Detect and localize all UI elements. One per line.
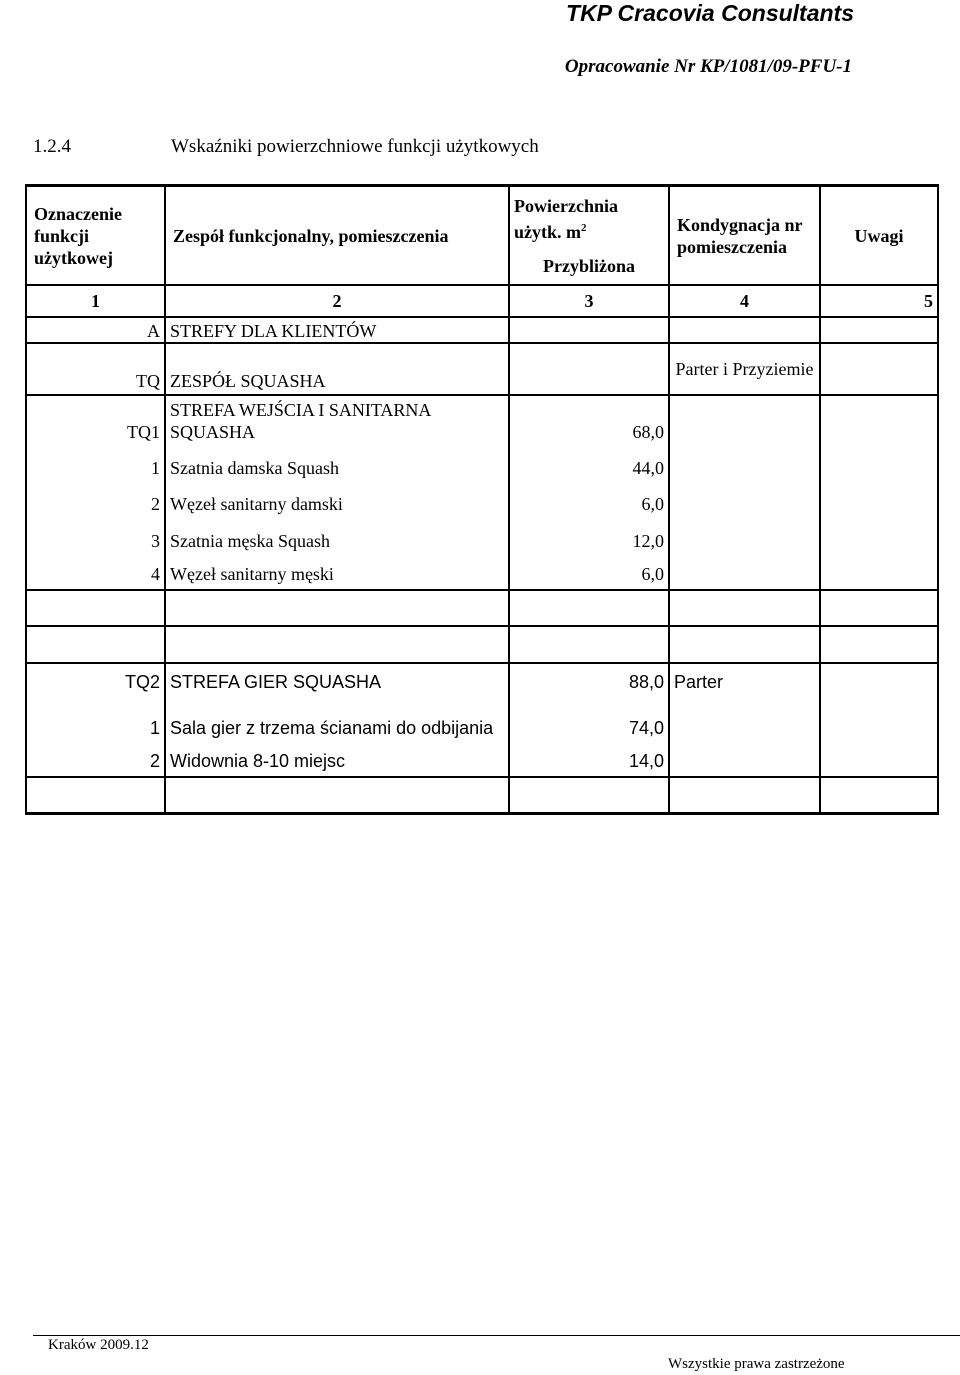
row-floor [669,395,820,447]
row-area: 88,0 [509,663,669,693]
header-area [509,186,669,286]
row-floor [669,483,820,519]
row-code: TQ1 [26,395,165,447]
row-name: Sala gier z trzema ścianami do odbijania [165,693,509,741]
row-remarks [820,483,938,519]
column-numbers-row [26,285,938,317]
document-number: Opracowanie Nr KP/1081/09-PFU-1 [564,56,852,77]
table-row [26,395,938,447]
table-row [26,693,938,741]
row-floor [669,556,820,590]
column-number: 5 [820,285,938,317]
row-code: 4 [26,556,165,590]
row-name: ZESPÓŁ SQUASHA [165,343,509,395]
row-name: Szatnia męska Squash [165,519,509,556]
column-number: 3 [509,285,669,317]
row-remarks [820,447,938,483]
row-code: 1 [26,693,165,741]
row-remarks [820,663,938,693]
section-heading [33,136,539,158]
row-remarks [820,317,938,343]
empty-row [26,590,938,626]
row-area: 12,0 [509,519,669,556]
header-function-group: Zespół funkcjonalny, pomieszczenia [165,186,509,286]
row-code: 1 [26,447,165,483]
header-area-top: Powierzchnia użytk. m [514,195,618,242]
row-name: Widownia 8-10 miejsc [165,741,509,777]
row-name: Szatnia damska Squash [165,447,509,483]
header-function-code: Oznaczenie funkcji użytkowej [26,186,165,286]
table-row [26,663,938,693]
row-remarks [820,395,938,447]
row-area: 74,0 [509,693,669,741]
row-remarks [820,343,938,395]
row-name: STREFA GIER SQUASHA [165,663,509,693]
table-row [26,519,938,556]
table-row [26,343,938,395]
row-remarks [820,519,938,556]
row-remarks [820,556,938,590]
row-area: 44,0 [509,447,669,483]
row-area: 6,0 [509,483,669,519]
footer-copyright: Wszystkie prawa zastrzeżone [668,1356,845,1372]
row-area: 14,0 [509,741,669,777]
table-header-row [26,186,938,286]
row-code: 2 [26,483,165,519]
row-name: STREFY DLA KLIENTÓW [165,317,509,343]
empty-row [26,777,938,813]
table-row [26,483,938,519]
row-floor: Parter i Przyziemie [669,343,820,395]
row-code: 2 [26,741,165,777]
table-row [26,447,938,483]
row-name: STREFA WEJŚCIA I SANITARNA SQUASHA [165,395,509,447]
section-title: Wskaźniki powierzchniowe funkcji użytkowych [171,136,539,157]
indicators-table [25,184,939,815]
header-area-bottom: Przybliżona [543,255,635,276]
row-code: TQ [26,343,165,395]
empty-row [26,626,938,663]
row-name: Węzeł sanitarny męski [165,556,509,590]
column-number: 1 [26,285,165,317]
row-code: 3 [26,519,165,556]
row-floor [669,519,820,556]
row-area: 68,0 [509,395,669,447]
header-area-sup: 2 [581,221,587,234]
row-code: TQ2 [26,663,165,693]
row-area [509,317,669,343]
section-number: 1.2.4 [33,136,71,157]
row-floor [669,693,820,741]
row-area [509,343,669,395]
table-row [26,317,938,343]
header-floor: Kondygnacja nr pomieszczenia [669,186,820,286]
header-remarks: Uwagi [820,186,938,286]
row-floor [669,447,820,483]
table-row [26,556,938,590]
row-remarks [820,693,938,741]
row-remarks [820,741,938,777]
footer-divider [33,1335,960,1336]
column-number: 2 [165,285,509,317]
column-number: 4 [669,285,820,317]
company-name: TKP Cracovia Consultants [566,0,854,26]
row-floor: Parter [669,663,820,693]
row-code: A [26,317,165,343]
row-floor [669,741,820,777]
table-row [26,741,938,777]
row-area: 6,0 [509,556,669,590]
footer-place-date: Kraków 2009.12 [48,1337,149,1353]
row-floor [669,317,820,343]
row-name: Węzeł sanitarny damski [165,483,509,519]
